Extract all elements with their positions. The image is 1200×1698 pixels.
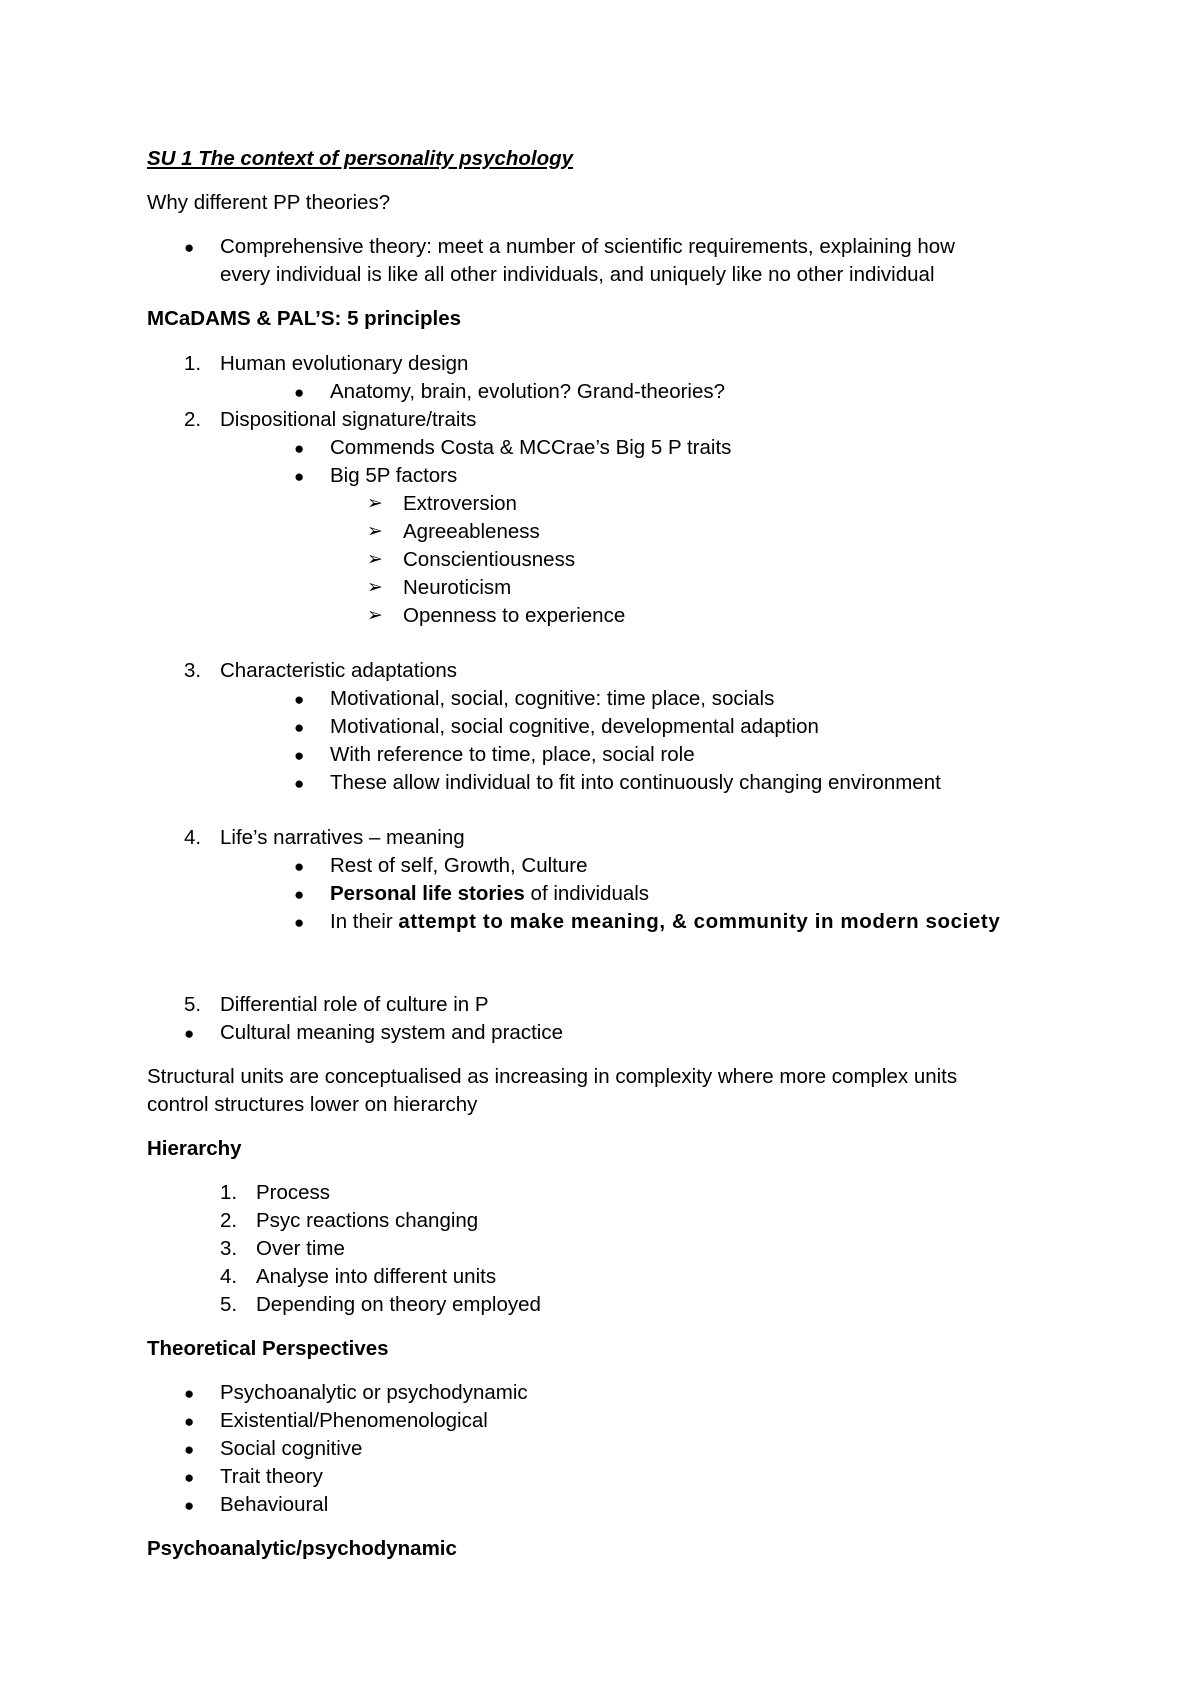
principle-5-sub-1: Cultural meaning system and practice: [220, 1021, 563, 1044]
list-number: 3.: [184, 659, 202, 682]
structural-line-1: Structural units are conceptualised as increasing in complexity where more complex units: [147, 1065, 958, 1088]
factor-item: Agreeableness: [403, 520, 540, 543]
list-number: 4.: [184, 826, 202, 849]
arrow-bullet-icon: ➢: [367, 577, 383, 598]
bullet-marker: ●: [294, 774, 305, 793]
structural-line-2: control structures lower on hierarchy: [147, 1093, 478, 1116]
bullet-marker: ●: [294, 913, 305, 932]
list-number: 1.: [220, 1181, 238, 1204]
factor-item: Openness to experience: [403, 604, 626, 627]
list-number: 4.: [220, 1265, 238, 1288]
bullet-marker: ●: [184, 1468, 195, 1487]
perspective-item: Existential/Phenomenological: [220, 1409, 488, 1432]
comprehensive-line-1: Comprehensive theory: meet a number of scientific requirements, explaining how: [220, 235, 955, 258]
principle-4-sub-2: [330, 882, 649, 906]
perspective-item: Social cognitive: [220, 1437, 363, 1460]
bold-phrase: attempt to make meaning, & community in modern society: [398, 910, 1001, 933]
arrow-bullet-icon: ➢: [367, 605, 383, 626]
factor-item: Extroversion: [403, 492, 517, 515]
perspective-item: Behavioural: [220, 1493, 329, 1516]
principle-4: Life’s narratives – meaning: [220, 826, 465, 849]
perspectives-heading: Theoretical Perspectives: [147, 1337, 389, 1360]
hierarchy-item: Psyc reactions changing: [256, 1209, 479, 1232]
principle-2-sub-1: Commends Costa & MCCrae’s Big 5 P traits: [330, 436, 732, 459]
list-number: 5.: [220, 1293, 238, 1316]
hierarchy-heading: Hierarchy: [147, 1137, 242, 1160]
list-number: 2.: [184, 408, 202, 431]
document-title: SU 1 The context of personality psychology: [147, 147, 574, 170]
factor-item: Neuroticism: [403, 576, 512, 599]
principle-2-sub-2: Big 5P factors: [330, 464, 458, 487]
principle-3-sub-1: Motivational, social, cognitive: time place, socials: [330, 687, 775, 710]
hierarchy-item: Analyse into different units: [256, 1265, 497, 1288]
hierarchy-item: Process: [256, 1181, 331, 1204]
bold-phrase: Personal life stories: [330, 882, 525, 905]
principle-3-sub-2: Motivational, social cognitive, developmental adaption: [330, 715, 819, 738]
plain-phrase: In their: [330, 910, 399, 933]
principle-4-sub-3: [330, 910, 1000, 934]
principle-3-sub-4: These allow individual to fit into continuously changing environment: [330, 771, 941, 794]
bullet-marker: ●: [184, 238, 195, 257]
bullet-marker: ●: [294, 718, 305, 737]
factor-item: Conscientiousness: [403, 548, 576, 571]
bullet-marker: ●: [184, 1496, 195, 1515]
hierarchy-item: Over time: [256, 1237, 345, 1260]
principle-5: Differential role of culture in P: [220, 993, 489, 1016]
list-number: 1.: [184, 352, 202, 375]
bullet-marker: ●: [294, 857, 305, 876]
psychoanalytic-heading: Psychoanalytic/psychodynamic: [147, 1537, 457, 1560]
hierarchy-item: Depending on theory employed: [256, 1293, 541, 1316]
comprehensive-line-2: every individual is like all other individuals, and uniquely like no other individual: [220, 263, 935, 286]
bullet-marker: ●: [184, 1440, 195, 1459]
bullet-marker: ●: [184, 1384, 195, 1403]
arrow-bullet-icon: ➢: [367, 549, 383, 570]
mcadams-heading: MCaDAMS & PAL’S: 5 principles: [147, 307, 462, 330]
principle-3: Characteristic adaptations: [220, 659, 458, 682]
list-number: 5.: [184, 993, 202, 1016]
principle-3-sub-3: With reference to time, place, social role: [330, 743, 695, 766]
plain-phrase: of individuals: [524, 882, 650, 905]
perspective-item: Psychoanalytic or psychodynamic: [220, 1381, 528, 1404]
bullet-marker: ●: [184, 1412, 195, 1431]
list-number: 2.: [220, 1209, 238, 1232]
principle-4-sub-1: Rest of self, Growth, Culture: [330, 854, 588, 877]
bullet-marker: ●: [294, 885, 305, 904]
question-line: Why different PP theories?: [147, 191, 391, 214]
arrow-bullet-icon: ➢: [367, 493, 383, 514]
bullet-marker: ●: [294, 467, 305, 486]
bullet-marker: ●: [184, 1024, 195, 1043]
principle-2: Dispositional signature/traits: [220, 408, 477, 431]
perspective-item: Trait theory: [220, 1465, 323, 1488]
principle-1: Human evolutionary design: [220, 352, 469, 375]
list-number: 3.: [220, 1237, 238, 1260]
bullet-marker: ●: [294, 746, 305, 765]
bullet-marker: ●: [294, 439, 305, 458]
bullet-marker: ●: [294, 690, 305, 709]
principle-1-sub-1: Anatomy, brain, evolution? Grand-theories?: [330, 380, 726, 403]
arrow-bullet-icon: ➢: [367, 521, 383, 542]
bullet-marker: ●: [294, 383, 305, 402]
